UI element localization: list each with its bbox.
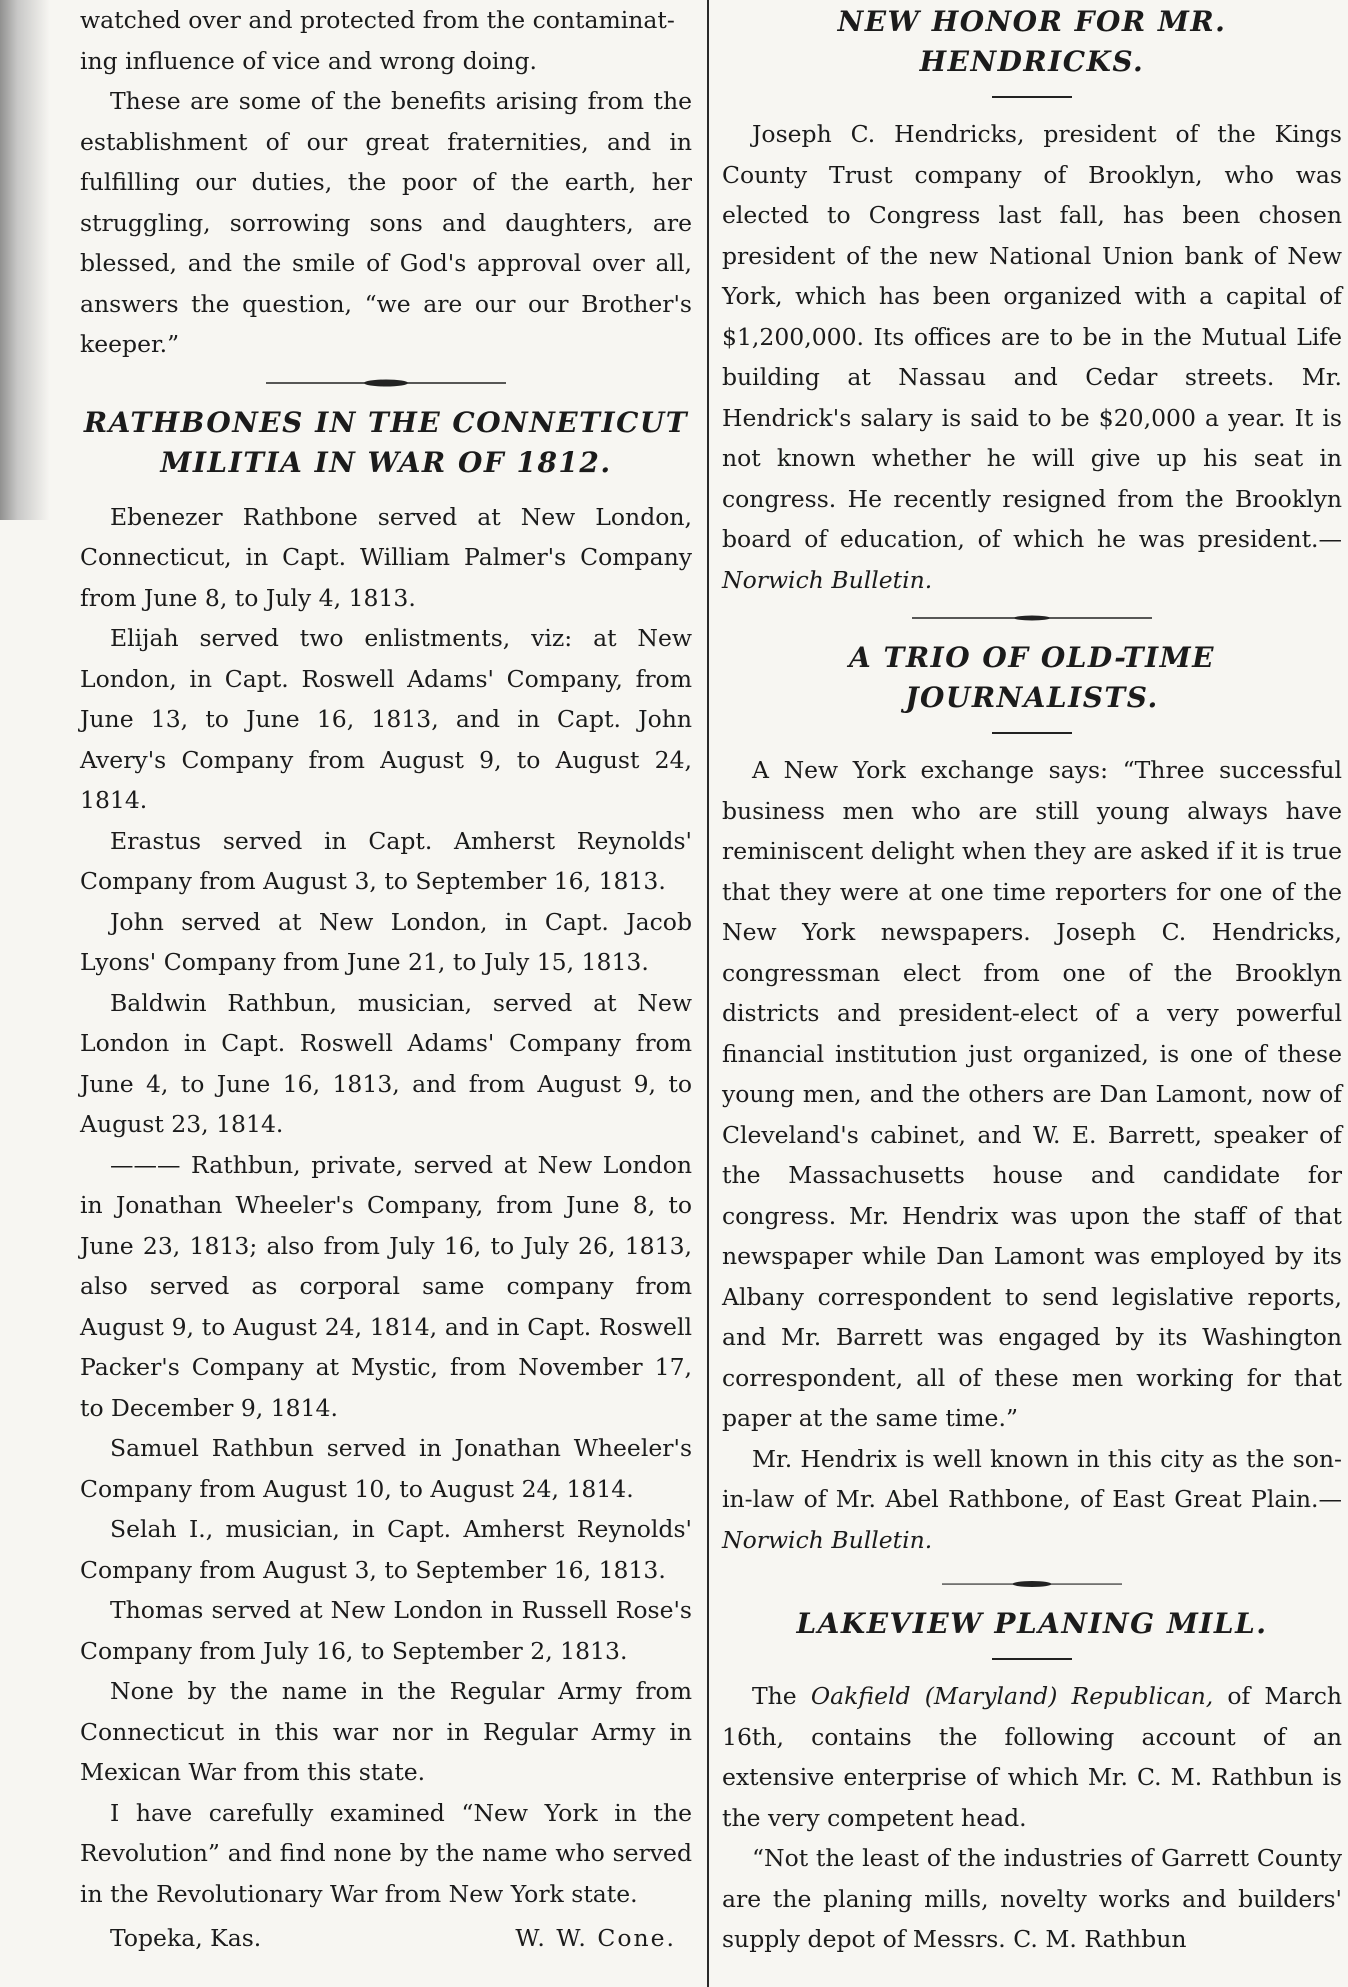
lakeview-title: LAKEVIEW PLANING MILL. — [796, 1607, 1268, 1640]
signature-author: W. W. Cone. — [515, 1924, 676, 1952]
short-rule — [992, 732, 1072, 734]
lakeview-text-start: The — [752, 1682, 811, 1710]
lakeview-text-rest: of March 16th, contains the following account of an extensive enterprise of which Mr. C. M. Rathbun is the very competent head. — [722, 1682, 1343, 1832]
hendricks-body — [722, 114, 1342, 600]
ornament-divider — [912, 612, 1152, 624]
intro-line-1: watched over and protected from the contaminat- — [80, 6, 675, 34]
short-rule — [992, 1658, 1072, 1660]
trio-paragraph — [722, 1439, 1342, 1561]
ornament-divider — [942, 1578, 1122, 1590]
ornament-divider — [266, 377, 506, 389]
rathbones-paragraph: Selah I., musician, in Capt. Amherst Reynolds' Company from August 3, to September 16, 1813. — [80, 1515, 692, 1584]
intro-line-2: ing influence of vice and wrong doing. — [80, 46, 538, 75]
rathbones-paragraph: Baldwin Rathbun, musician, served at New London in Capt. Roswell Adams' Company from June 4, to June 16, 1813, and from August 9, to August 23, 1814. — [80, 988, 692, 1138]
trio-title: A TRIO OF OLD-TIME JOURNALISTS. — [849, 641, 1215, 714]
rathbones-paragraph: I have carefully examined “New York in the Revolution” and find none by the name who served in the Revolutionary War from New York state. — [80, 1798, 692, 1908]
signature-line — [80, 1914, 692, 1959]
rathbones-paragraph: ——— Rathbun, private, served at New London in Jonathan Wheeler's Company, from June 8, to June 23, 1813; also from July 16, to July 26, 1813, also served as corporal same company from August 9, to August 24, 1814, and in Capt. Roswell Packer's Company at Mystic, from November 17, to December 9, 1814. — [80, 1150, 692, 1422]
intro-paragraph: These are some of the benefits arising from the establishment of our great fraternities, and in fulfilling our duties, the poor of the earth, her struggling, sorrowing sons and daughters, are blessed, and the smile of God's approval over all, answers the question, “we are our our Brother's keeper.” — [80, 87, 692, 358]
lakeview-paragraph — [722, 1676, 1342, 1838]
rathbones-paragraph: Samuel Rathbun served in Jonathan Wheeler's Company from August 10, to August 24, 1814. — [80, 1434, 692, 1503]
rathbones-paragraph: Erastus served in Capt. Amherst Reynolds' Company from August 3, to September 16, 1813. — [80, 826, 692, 895]
rathbones-paragraph: None by the name in the Regular Army from Connecticut in this war nor in Regular Army in Mexican War from this state. — [80, 1677, 692, 1786]
rathbones-paragraph: John served at New London, in Capt. Jacob Lyons' Company from June 21, to July 15, 1813. — [80, 907, 692, 976]
trio-text: Mr. Hendrix is well known in this city as the son-in-law of Mr. Abel Rathbone, of East Great Plain.— — [722, 1444, 1342, 1513]
column-divider — [707, 0, 709, 1987]
right-column — [722, 2, 1342, 1960]
hendricks-text: Joseph C. Hendricks, president of the Kings County Trust company of Brooklyn, who was elected to Congress last fall, has been chosen president of the new National Union bank of New York, which has been organized with a capital of $1,200,000. Its offices are to be in the Mutual Life building at Nassau and Cedar streets. Mr. Hendrick's salary is said to be $20,000 a year. It is not known whether he will give up his seat in congress. He recently resigned from the Brooklyn board of education, of which he was president.— — [722, 120, 1342, 553]
left-column — [80, 0, 692, 1959]
short-rule — [992, 96, 1072, 98]
signature-place: Topeka, Kas. — [110, 1924, 262, 1952]
trio-source: Norwich Bulletin. — [722, 1525, 933, 1554]
hendricks-title: NEW HONOR FOR MR. HENDRICKS. — [837, 5, 1227, 78]
trio-paragraph: A New York exchange says: “Three successful business men who are still young always have reminiscent delight when they are asked if it is true that they were at one time reporters for one of the New York newspapers. Joseph C. Hendricks, congressman elect from one of the Brooklyn districts and president-elect of a very powerful financial institution just organized, is one of these young men, and the others are Dan Lamont, now of Cleveland's cabinet, and W. E. Barrett, speaker of the Massachusetts house and candidate for congress. Mr. Hendrix was upon the staff of that newspaper while Dan Lamont was employed by its Albany correspondent to send legislative reports, and Mr. Barrett was engaged by its Washington correspondent, all of these men working for that paper at the same time.” — [722, 756, 1342, 1432]
rathbones-paragraph: Thomas served at New London in Russell Rose's Company from July 16, to September 2, 1813. — [80, 1596, 692, 1665]
lakeview-paragraph: “Not the least of the industries of Garrett County are the planing mills, novelty works and builders' supply depot of Messrs. C. M. Rathbun — [722, 1844, 1342, 1953]
rathbones-title-line-2: MILITIA IN WAR OF 1812. — [160, 445, 612, 479]
rathbones-paragraph: Elijah served two enlistments, viz: at New London, in Capt. Roswell Adams' Company, from June 13, to June 16, 1813, and in Capt. John Avery's Company from August 9, to August 24, 1814. — [80, 624, 692, 814]
rathbones-paragraph: Ebenezer Rathbone served at New London, Connecticut, in Capt. William Palmer's Company from June 8, to July 4, 1813. — [80, 502, 692, 612]
scan-edge-shadow — [0, 0, 50, 520]
rathbones-title-line-1: RATHBONES IN THE CONNETICUT — [83, 405, 689, 439]
hendricks-source: Norwich Bulletin. — [722, 565, 933, 594]
lakeview-paper-name: Oakfield (Maryland) Republican, — [810, 1682, 1214, 1710]
